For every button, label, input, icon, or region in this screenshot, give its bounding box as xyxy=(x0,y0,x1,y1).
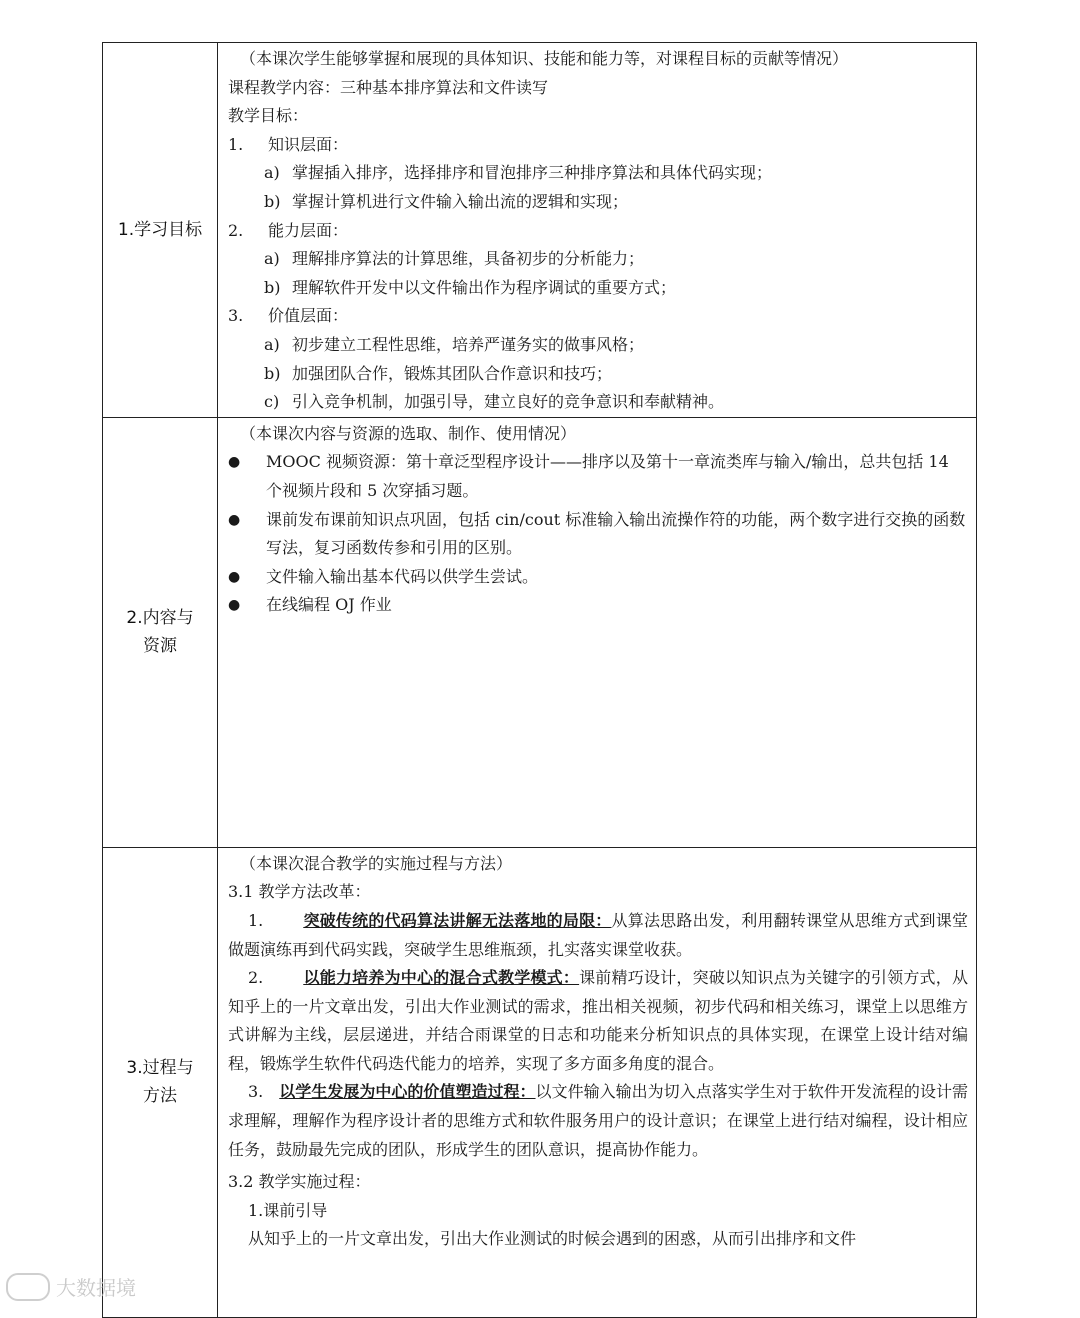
method-paragraph: 1. 突破传统的代码算法讲解无法落地的局限：从算法思路出发，利用翻转课堂从思维方式到课堂做题演练再到代码实践，突破学生思维瓶颈，扎实落实课堂收获。 xyxy=(228,910,968,959)
list-item: ● 在线编程 OJ 作业 xyxy=(228,591,968,620)
bullet-icon: ● xyxy=(228,568,241,585)
level-item: c) 引入竞争机制，加强引导，建立良好的竞争意识和奉献精神。 xyxy=(264,392,725,412)
section-title: 3.2 教学实施过程： xyxy=(228,1172,371,1192)
goal-heading: 教学目标： xyxy=(228,106,309,126)
section-note: （本课次内容与资源的选取、制作、使用情况） xyxy=(240,423,577,443)
list-item: ● 课前发布课前知识点巩固，包括 cin/cout 标准输入输出流操作符的功能，两个数字进行交换的函数写法，复习函数传参和引用的区别。 xyxy=(228,506,968,563)
bullet-icon: ● xyxy=(228,454,241,471)
row-label: 2.内容与 资源 xyxy=(103,417,218,847)
row-learning-goals xyxy=(103,43,977,418)
step-text: 从知乎上的一片文章出发，引出大作业测试的时候会遇到的困惑，从而引出排序和文件 xyxy=(248,1229,857,1249)
row-process-methods xyxy=(103,847,977,1317)
bullet-icon: ● xyxy=(228,511,241,528)
level-item: b) 理解软件开发中以文件输出作为程序调试的重要方式； xyxy=(264,277,677,297)
section-title: 3.1 教学方法改革： xyxy=(228,882,371,902)
level-item: a) 掌握插入排序，选择排序和冒泡排序三种排序算法和具体代码实现； xyxy=(264,163,773,183)
row-content-resources xyxy=(103,417,977,847)
section-note: （本课次混合教学的实施过程与方法） xyxy=(240,853,513,873)
level-item: a) 初步建立工程性思维，培养严谨务实的做事风格； xyxy=(264,334,645,354)
method-paragraph: 2. 以能力培养为中心的混合式教学模式：课前精巧设计，突破以知识点为关键字的引领方式，从知乎上的一片文章出发，引出大作业测试的需求，推出相关视频，初步代码和相关练习，课堂上以思维方式讲解为主线，层层递进，并结合雨课堂的日志和功能来分析知识点的具体实现，在课堂上设计结对编程，锻炼学生软件代码迭代能力的培养，实现了多方面多角度的混合。 xyxy=(228,968,968,1073)
row-content xyxy=(218,43,977,418)
list-item: ● MOOC 视频资源：第十章泛型程序设计——排序以及第十一章流类库与输入/输出，总共包括 14 个视频片段和 5 次穿插习题。 xyxy=(228,448,968,505)
list-item: ● 文件输入输出基本代码以供学生尝试。 xyxy=(228,563,968,592)
lesson-plan-table xyxy=(102,42,977,1318)
course-content: 课程教学内容：三种基本排序算法和文件读写 xyxy=(228,77,549,97)
method-paragraph: 3. 以学生发展为中心的价值塑造过程：以文件输入输出为切入点落实学生对于软件开发流程的设计需求理解，理解作为程序设计者的思维方式和软件服务用户的设计意识；在课堂上进行结对编程，设计相应任务，鼓励最先完成的团队，形成学生的团队意识，提高协作能力。 xyxy=(228,1082,968,1159)
row-content xyxy=(218,847,977,1317)
watermark xyxy=(6,1272,136,1301)
row-label: 3.过程与 方法 xyxy=(103,847,218,1317)
chat-bubble-icon xyxy=(6,1273,50,1301)
row-label: 1.学习目标 xyxy=(103,43,218,418)
level-item: a) 理解排序算法的计算思维，具备初步的分析能力； xyxy=(264,249,645,269)
step-title: 1.课前引导 xyxy=(248,1200,328,1220)
level-item: b) 掌握计算机进行文件输入输出流的逻辑和实现； xyxy=(264,191,629,211)
level-item: b) 加强团队合作，锻炼其团队合作意识和技巧； xyxy=(264,363,613,383)
watermark-text: 大数据境 xyxy=(56,1276,136,1300)
level-heading: 3. 价值层面： xyxy=(228,306,349,326)
row-content xyxy=(218,417,977,847)
level-heading: 2. 能力层面： xyxy=(228,220,349,240)
level-heading: 1. 知识层面： xyxy=(228,134,349,154)
section-note: （本课次学生能够掌握和展现的具体知识、技能和能力等，对课程目标的贡献等情况） xyxy=(240,49,849,68)
bullet-icon: ● xyxy=(228,597,241,614)
